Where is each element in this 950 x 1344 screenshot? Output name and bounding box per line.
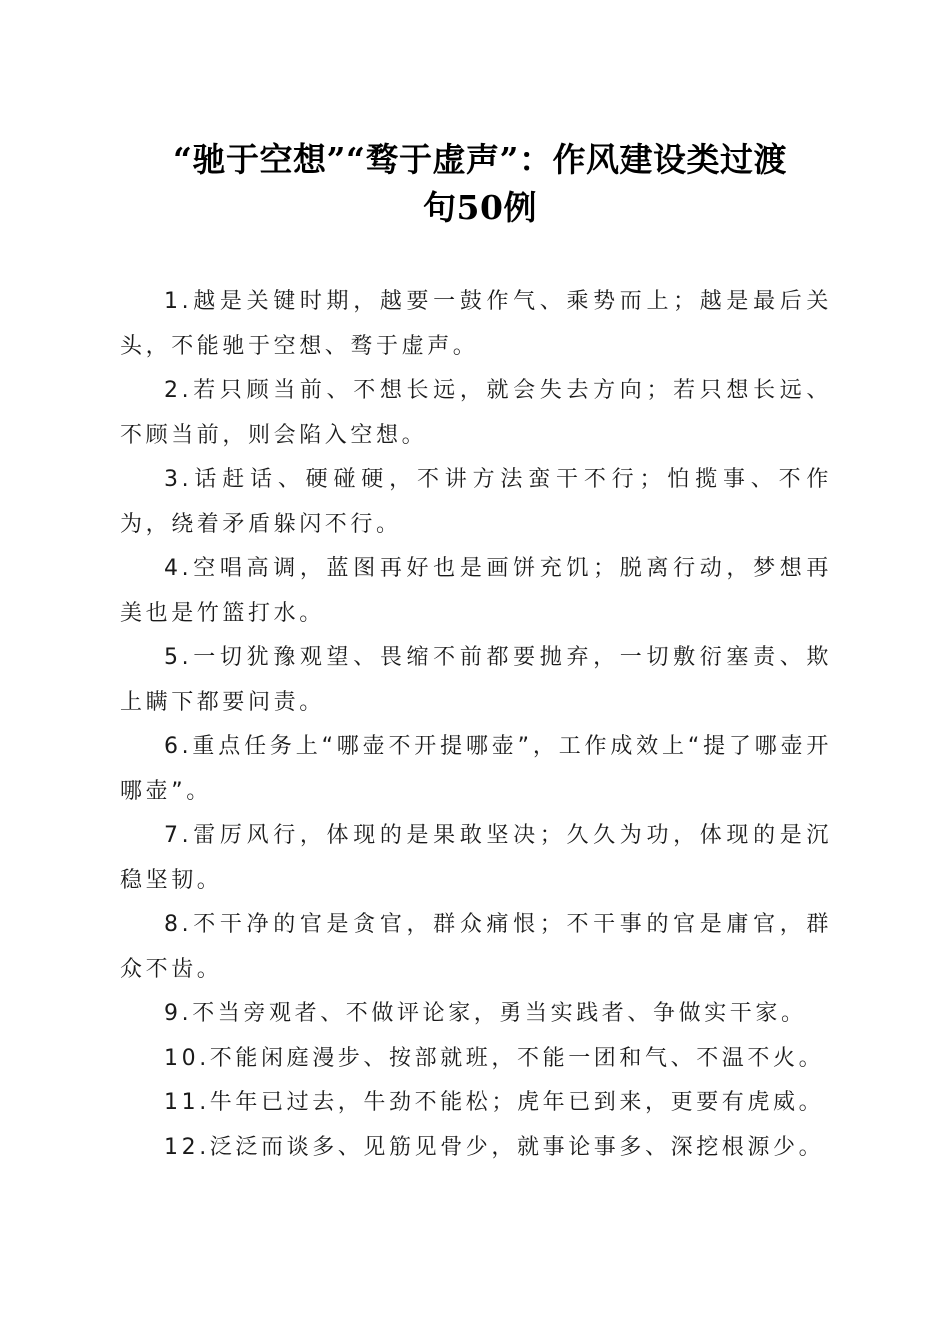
paragraph-6: 6.重点任务上“哪壶不开提哪壶”，工作成效上“提了哪壶开哪壶”。 bbox=[120, 734, 832, 804]
paragraph-3: 3.话赶话、硬碰硬，不讲方法蛮干不行；怕揽事、不作为，绕着矛盾躲闪不行。 bbox=[120, 467, 832, 537]
paragraph-8: 8.不干净的官是贪官，群众痛恨；不干事的官是庸官，群众不齿。 bbox=[120, 912, 832, 982]
paragraph-7: 7.雷厉风行，体现的是果敢坚决；久久为功，体现的是沉稳坚韧。 bbox=[120, 823, 832, 893]
paragraph-2: 2.若只顾当前、不想长远，就会失去方向；若只想长远、不顾当前，则会陷入空想。 bbox=[120, 378, 832, 448]
title-line-1: “驰于空想”“骛于虚声”：作风建设类过渡 bbox=[173, 140, 787, 179]
paragraph-12: 12.泛泛而谈多、见筋见骨少，就事论事多、深挖根源少。 bbox=[164, 1134, 825, 1160]
document-body bbox=[120, 280, 832, 1170]
paragraph-9: 9.不当旁观者、不做评论家，勇当实践者、争做实干家。 bbox=[164, 1001, 807, 1026]
paragraph-5: 5.一切犹豫观望、畏缩不前都要抛弃，一切敷衍塞责、欺上瞒下都要问责。 bbox=[120, 645, 832, 715]
paragraph-1: 1.越是关键时期，越要一鼓作气、乘势而上；越是最后关头，不能驰于空想、骛于虚声。 bbox=[120, 289, 832, 359]
document-title bbox=[120, 136, 840, 232]
title-line-2: 句50例 bbox=[423, 188, 537, 227]
paragraph-4: 4.空唱高调，蓝图再好也是画饼充饥；脱离行动，梦想再美也是竹篮打水。 bbox=[120, 556, 832, 626]
paragraph-10: 10.不能闲庭漫步、按部就班，不能一团和气、不温不火。 bbox=[164, 1045, 825, 1071]
paragraph-11: 11.牛年已过去，牛劲不能松；虎年已到来，更要有虎威。 bbox=[164, 1090, 825, 1115]
